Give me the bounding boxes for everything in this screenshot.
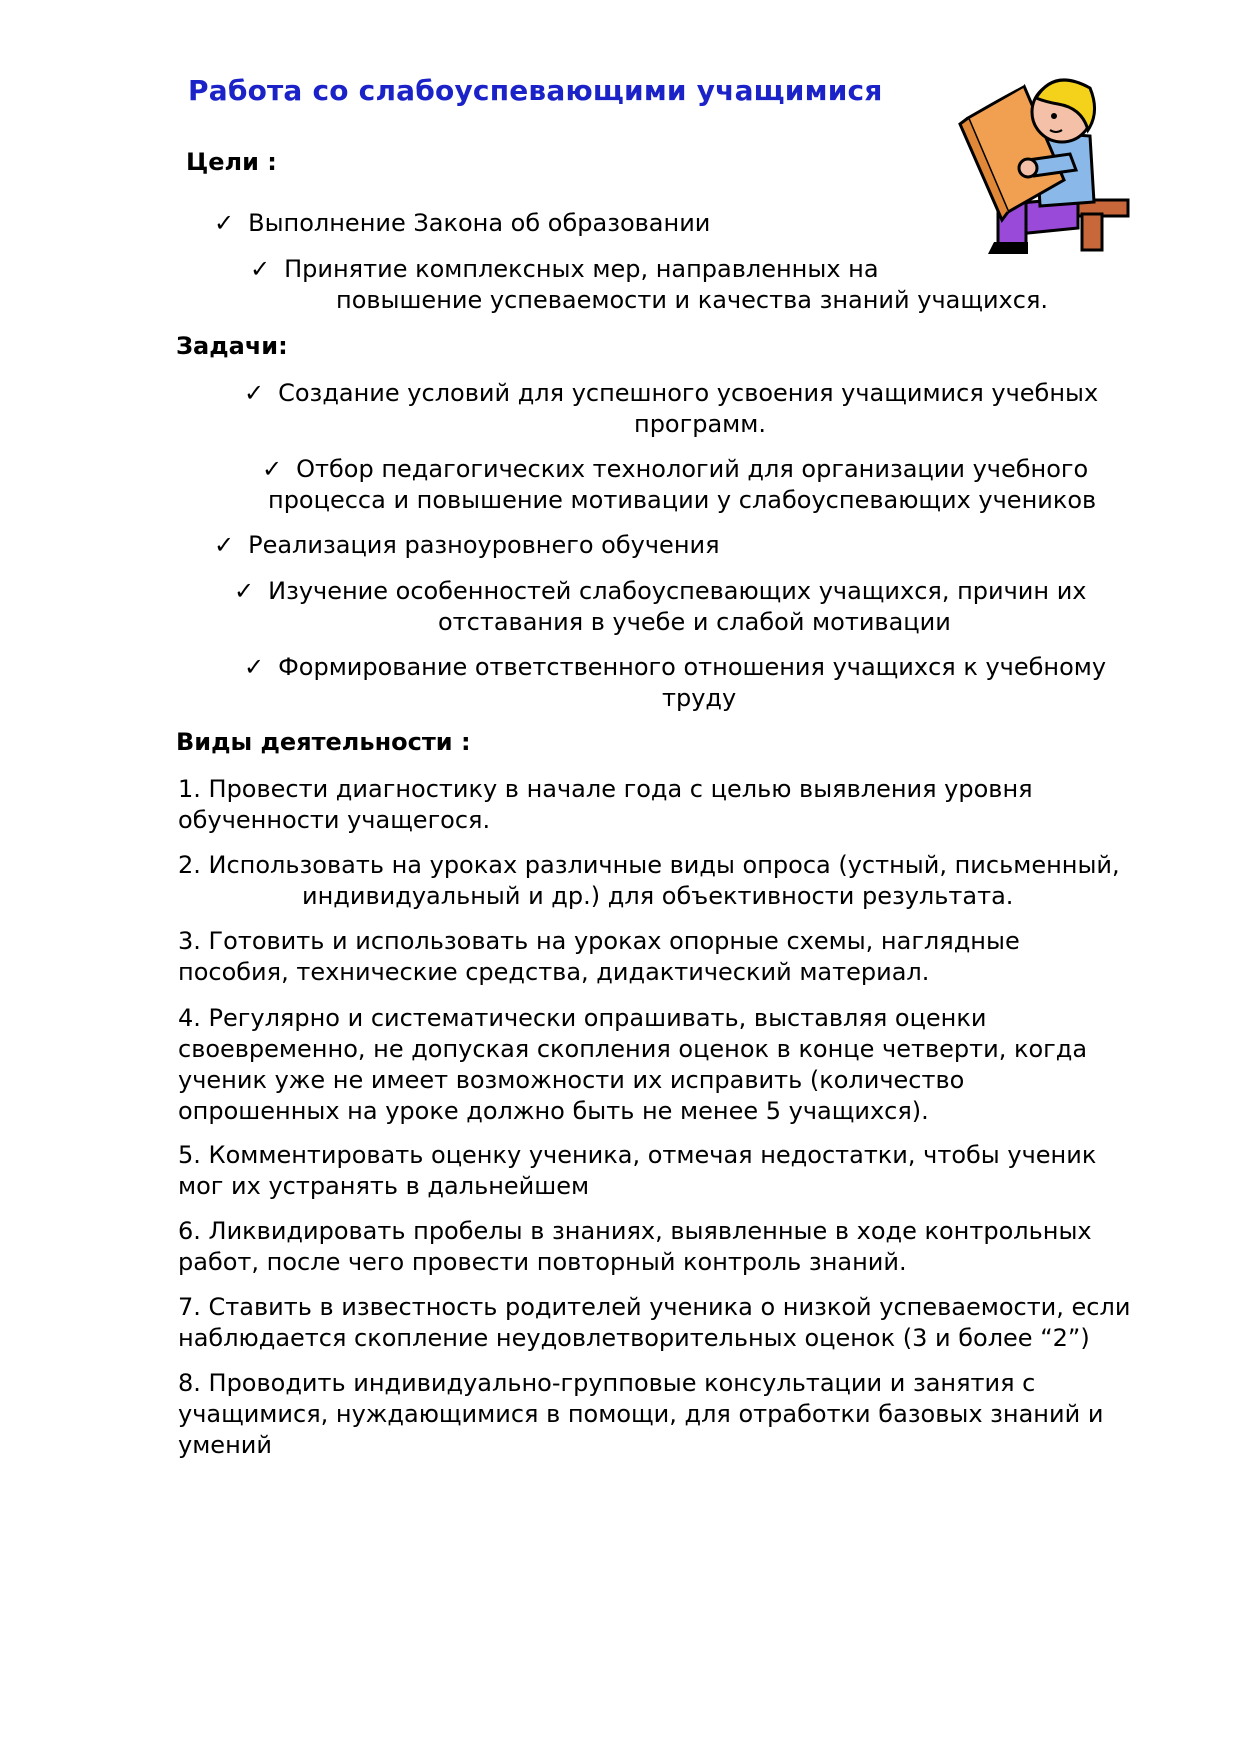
task-item: ✓ Формирование ответственного отношения учащихся к учебному	[244, 653, 1107, 681]
task-item: ✓ Создание условий для успешного усвоения учащимися учебных	[244, 379, 1099, 407]
task-item: ✓ Изучение особенностей слабоуспевающих учащихся, причин их	[234, 577, 1087, 605]
task-item-continuation: труду	[662, 684, 737, 712]
page-title: Работа со слабоуспевающими учащимися	[188, 74, 883, 107]
activities-heading: Виды деятельности :	[176, 728, 471, 756]
task-item-continuation: процесса и повышение мотивации у слабоуспевающих учеников	[268, 486, 1097, 514]
checkmark-icon: ✓	[234, 577, 255, 605]
activity-item: 5. Комментировать оценку ученика, отмечая недостатки, чтобы ученик мог их устранять в дальнейшем	[178, 1141, 1097, 1200]
activity-item: 4. Регулярно и систематически опрашивать, выставляя оценки своевременно, не допуская скопления оценок в конце четверти, когда ученик уже не имеет возможности их исправить (количество опрошенных на уроке должно быть не менее 5 учащихся).	[178, 1004, 1088, 1125]
activity-item: 8. Проводить индивидуально-групповые консультации и занятия с учащимися, нуждающимися в помощи, для отработки базовых знаний и умений	[178, 1369, 1104, 1459]
checkmark-icon: ✓	[250, 255, 271, 283]
goals-heading: Цели :	[186, 148, 277, 176]
tasks-heading: Задачи:	[176, 332, 288, 360]
activity-item: 3. Готовить и использовать на уроках опорные схемы, наглядные пособия, технические средства, дидактический материал.	[178, 927, 1020, 986]
task-item-continuation: отставания в учебе и слабой мотивации	[438, 608, 951, 636]
task-item-continuation: программ.	[634, 410, 766, 438]
checkmark-icon: ✓	[214, 531, 235, 559]
goal-item-continuation: повышение успеваемости и качества знаний учащихся.	[336, 286, 1049, 314]
checkmark-icon: ✓	[244, 379, 265, 407]
task-item: ✓ Отбор педагогических технологий для организации учебного	[262, 455, 1089, 483]
activity-item: 1. Провести диагностику в начале года с целью выявления уровня обученности учащегося.	[178, 775, 1033, 834]
activity-item: 6. Ликвидировать пробелы в знаниях, выявленные в ходе контрольных работ, после чего провести повторный контроль знаний.	[178, 1217, 1092, 1276]
task-item: ✓ Реализация разноуровнего обучения	[214, 531, 720, 559]
activity-item: 7. Ставить в известность родителей ученика о низкой успеваемости, если наблюдается скопление неудовлетворительных оценок (3 и более “2”)	[178, 1293, 1131, 1352]
checkmark-icon: ✓	[244, 653, 265, 681]
checkmark-icon: ✓	[262, 455, 283, 483]
activity-item: 2. Использовать на уроках различные виды опроса (устный, письменный, индивидуальный и др.) для объективности результата.	[178, 851, 1120, 910]
goal-item: ✓ Принятие комплексных мер, направленных на	[250, 255, 879, 283]
goal-item: ✓ Выполнение Закона об образовании	[214, 209, 711, 237]
checkmark-icon: ✓	[214, 209, 235, 237]
child-reading-book-icon	[958, 72, 1134, 258]
